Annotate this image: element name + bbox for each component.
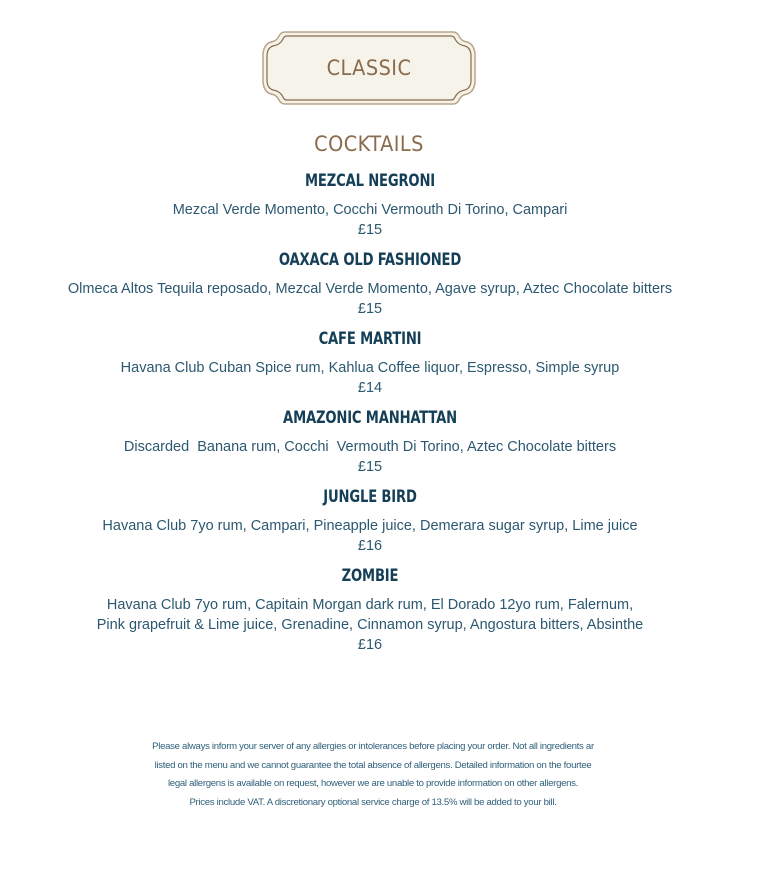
cocktail-name: JUNGLE BIRD: [323, 487, 417, 507]
cocktail-price: £15: [357, 459, 383, 475]
menu-item: [0, 249, 740, 319]
allergen-disclaimer: [120, 738, 626, 812]
disclaimer-line: listed on the menu and we cannot guarantee the total absence of allergens. Detailed information on the fourtee: [154, 759, 592, 771]
cocktail-description: Havana Club 7yo rum, Campari, Pineapple juice, Demerara sugar syrup, Lime juice: [102, 518, 638, 534]
cocktail-price: £16: [357, 637, 383, 653]
cocktail-name: ZOMBIE: [341, 566, 399, 586]
menu-item: [0, 486, 740, 556]
cocktail-description: Olmeca Altos Tequila reposado, Mezcal Verde Momento, Agave syrup, Aztec Chocolate bitters: [67, 281, 673, 297]
cocktail-description: Havana Club Cuban Spice rum, Kahlua Coffee liquor, Espresso, Simple syrup: [120, 360, 620, 376]
menu-title: CLASSIC COCKTAILS: [314, 56, 424, 156]
cocktail-description: Havana Club 7yo rum, Capitain Morgan dark rum, El Dorado 12yo rum, Falernum,: [106, 597, 634, 613]
cocktail-description: Mezcal Verde Momento, Cocchi Vermouth Di Torino, Campari: [172, 202, 568, 218]
cocktail-list: [0, 170, 740, 664]
cocktail-name: OAXACA OLD FASHIONED: [278, 250, 462, 270]
cocktail-name: CAFE MARTINI: [318, 329, 422, 349]
disclaimer-line: Prices include VAT. A discretionary optional service charge of 13.5% will be added to your bill.: [189, 796, 557, 808]
disclaimer-line: Please always inform your server of any allergies or intolerances before placing your order. Not all ingredients ar: [152, 741, 594, 752]
menu-item: [0, 565, 740, 655]
menu-item: [0, 328, 740, 398]
cocktail-description: Discarded Banana rum, Cocchi Vermouth Di Torino, Aztec Chocolate bitters: [123, 439, 617, 455]
menu-item: [0, 170, 740, 240]
cocktail-price: £15: [357, 222, 383, 238]
cocktail-description: Pink grapefruit & Lime juice, Grenadine, Cinnamon syrup, Angostura bitters, Absinthe: [96, 617, 644, 633]
menu-item: [0, 407, 740, 477]
cocktail-price: £15: [357, 301, 383, 317]
cocktail-name: MEZCAL NEGRONI: [305, 171, 435, 191]
cocktail-price: £14: [357, 380, 383, 396]
cocktail-price: £16: [357, 538, 383, 554]
menu-title-badge: [261, 30, 477, 156]
disclaimer-line: legal allergens is available on request, however we are unable to provide information on other allergens.: [167, 778, 579, 789]
cocktail-name: AMAZONIC MANHATTAN: [283, 408, 457, 428]
